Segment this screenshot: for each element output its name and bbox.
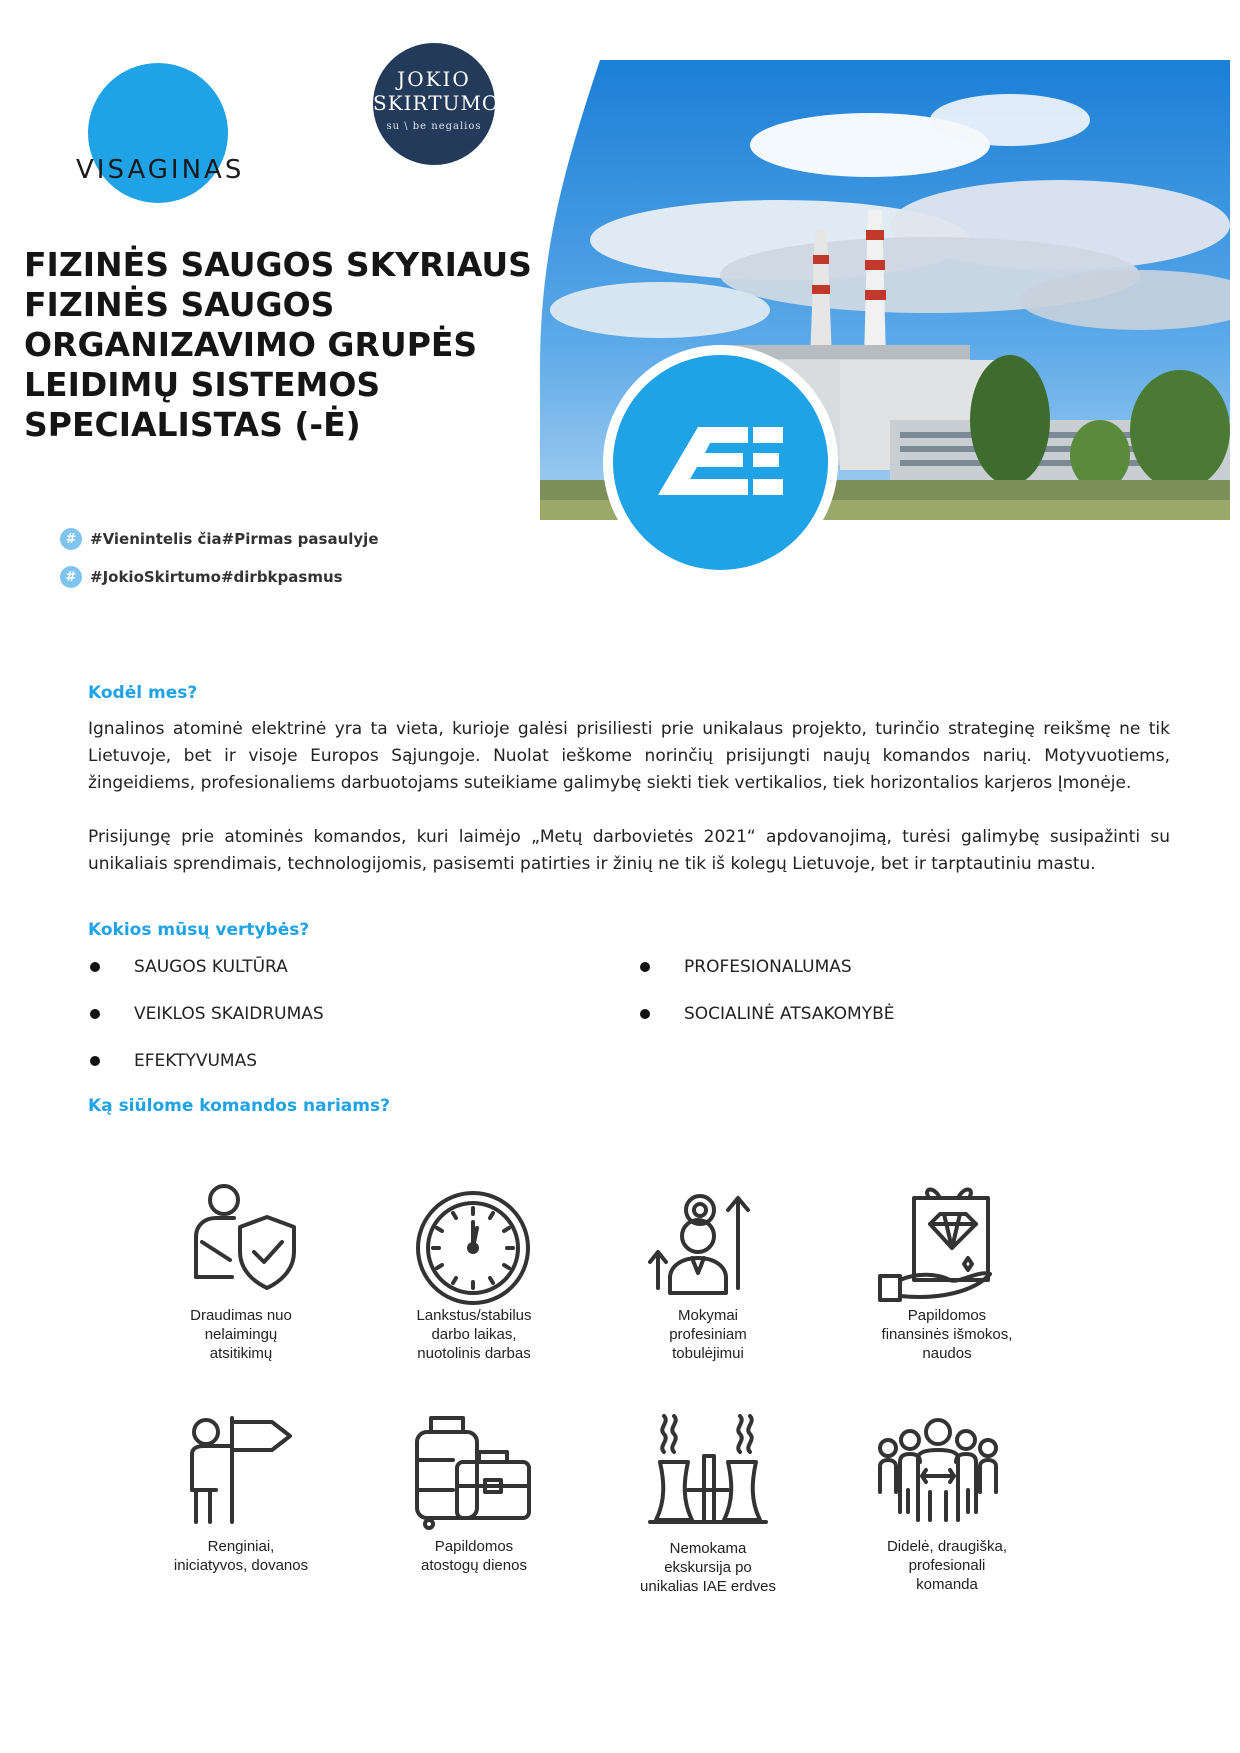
value-label: EFEKTYVUMAS bbox=[134, 1051, 258, 1071]
visaginas-logo bbox=[76, 63, 245, 203]
aee-logo bbox=[613, 355, 828, 570]
aee-logo-mark bbox=[613, 355, 828, 570]
hashtag-icon: # bbox=[60, 528, 82, 550]
benefit-label: Papildomos finansinės išmokos, naudos bbox=[881, 1307, 1013, 1362]
training-growth-icon bbox=[648, 1188, 768, 1308]
value-item bbox=[90, 957, 288, 977]
hashtag-icon: # bbox=[60, 566, 82, 588]
hashtag-line-2 bbox=[60, 564, 343, 590]
jokio-skirtumo-logo bbox=[373, 43, 500, 165]
jokio-logo-line1: JOKIO bbox=[397, 67, 471, 91]
benefit-label: Mokymai profesiniam tobulėjimui bbox=[669, 1307, 747, 1362]
value-label: VEIKLOS SKAIDRUMAS bbox=[134, 1004, 324, 1024]
bullet-icon bbox=[640, 1009, 650, 1019]
value-item bbox=[90, 1051, 257, 1071]
offer-heading: Ką siūlome komandos nariams? bbox=[88, 1096, 390, 1116]
bullet-icon bbox=[90, 962, 100, 972]
luggage-icon bbox=[413, 1410, 533, 1530]
hashtag-text: #JokioSkirtumo#dirbkpasmus bbox=[90, 568, 343, 586]
power-plant-icon bbox=[648, 1410, 768, 1530]
bullet-icon bbox=[640, 962, 650, 972]
hashtag-text: #Vienintelis čia#Pirmas pasaulyje bbox=[90, 530, 379, 548]
clock-icon bbox=[413, 1188, 533, 1308]
benefit-label: Didelė, draugiška, profesionali komanda bbox=[886, 1538, 1008, 1593]
jokio-logo-line3: su \ be negalios bbox=[386, 121, 482, 132]
benefit-label: Nemokama ekskursija po unikalias IAE erdves bbox=[640, 1540, 776, 1595]
gift-diamond-icon bbox=[878, 1184, 998, 1304]
visaginas-logo-text: VISAGINAS bbox=[76, 155, 245, 185]
benefit-label: Papildomos atostogų dienos bbox=[421, 1538, 527, 1574]
bullet-icon bbox=[90, 1056, 100, 1066]
why-us-heading: Kodėl mes? bbox=[88, 683, 198, 703]
value-item bbox=[640, 957, 852, 977]
benefit-label: Draudimas nuo nelaimingų atsitikimų bbox=[190, 1307, 292, 1362]
team-icon bbox=[878, 1412, 998, 1532]
event-flag-icon bbox=[182, 1410, 302, 1530]
aee-logo-badge bbox=[603, 345, 838, 580]
values-heading: Kokios mūsų vertybės? bbox=[88, 920, 310, 940]
value-item bbox=[640, 1004, 895, 1024]
value-item bbox=[90, 1004, 324, 1024]
why-us-paragraph: Ignalinos atominė elektrinė yra ta vieta, kurioje galėsi prisiliesti prie unikalaus projekto, turinčio strateginę reikšmę ne tik Lietuvoje, bet ir visoje Europos Sąjungoje. Nuolat ieškome norinčių prisijungti naujų komandos narių. Motyvuotiems, žingeidiems, profesionaliems darbuotojams suteikiame galimybę siekti tiek vertikalios, tiek horizontalios karjeros Įmonėje. bbox=[88, 719, 1170, 793]
benefit-label: Renginiai, iniciatyvos, dovanos bbox=[173, 1538, 309, 1574]
jokio-logo-line2: SKIRTUMO bbox=[373, 91, 500, 115]
value-label: SAUGOS KULTŪRA bbox=[134, 957, 288, 977]
job-title: FIZINĖS SAUGOS SKYRIAUS FIZINĖS SAUGOS ORGANIZAVIMO GRUPĖS LEIDIMŲ SISTEMOS SPECIALISTAS (-Ė) bbox=[24, 245, 532, 444]
benefit-label: Lankstus/stabilus darbo laikas, nuotolinis darbas bbox=[416, 1307, 532, 1362]
insurance-shield-icon bbox=[182, 1182, 302, 1302]
value-label: SOCIALINĖ ATSAKOMYBĖ bbox=[684, 1004, 895, 1024]
value-label: PROFESIONALUMAS bbox=[684, 957, 852, 977]
why-us-paragraph: Prisijungę prie atominės komandos, kuri laimėjo „Metų darbovietės 2021“ apdovanojimą, turėsi galimybę susipažinti su unikaliais sprendimais, technologijomis, pasisemti patirties ir žinių ne tik iš kolegų Lietuvoje, bet ir tarptautiniu mastu. bbox=[88, 827, 1170, 874]
hashtag-line-1 bbox=[60, 526, 379, 552]
bullet-icon bbox=[90, 1009, 100, 1019]
